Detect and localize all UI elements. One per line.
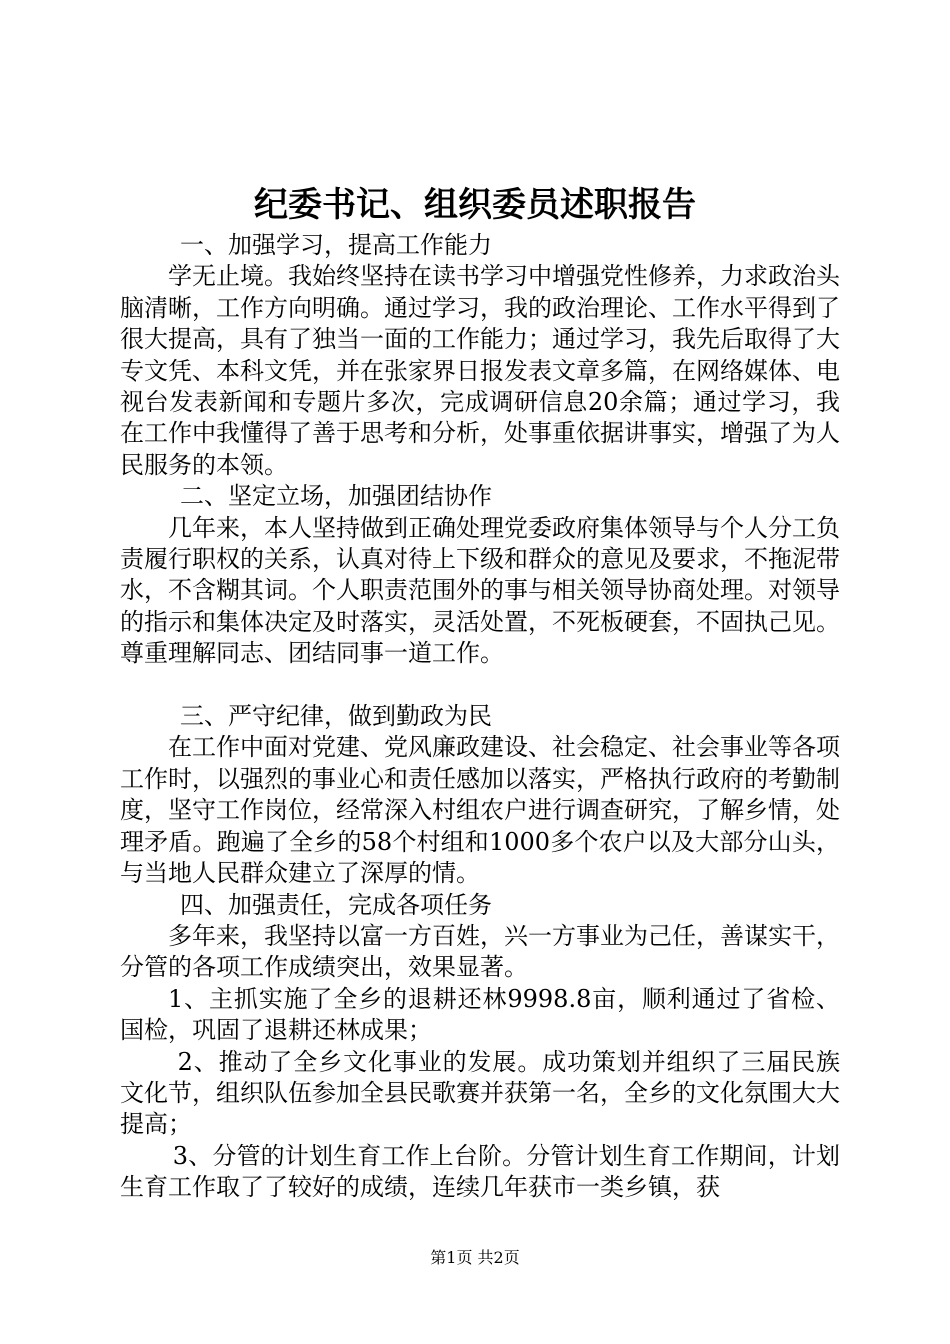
blank-line [120, 670, 840, 701]
list-item-2: 2、推动了全乡文化事业的发展。成功策划并组织了三届民族文化节，组织队伍参加全县民歌赛并获第一名，全乡的文化氛围大大提高； [120, 1047, 840, 1139]
list-item-1: 1、主抓实施了全乡的退耕还林9998.8亩，顺利通过了省检、国检，巩固了退耕还林成果； [120, 984, 840, 1045]
paragraph: 几年来，本人坚持做到正确处理党委政府集体领导与个人分工负责履行职权的关系，认真对待上下级和群众的意见及要求，不拖泥带水，不含糊其词。个人职责范围外的事与相关领导协商处理。对领导的指示和集体决定及时落实，灵活处置，不死板硬套，不固执己见。尊重理解同志、团结同事一道工作。 [120, 513, 840, 668]
document-body [120, 230, 840, 1204]
section-heading-3: 三、严守纪律，做到勤政为民 [180, 702, 492, 731]
page-number-footer: 第1页 共2页 [430, 1248, 520, 1267]
paragraph: 在工作中面对党建、党风廉政建设、社会稳定、社会事业等各项工作时，以强烈的事业心和责任感加以落实，严格执行政府的考勤制度，坚守工作岗位，经常深入村组农户进行调查研究，了解乡情，处理矛盾。跑遍了全乡的58个村组和1000多个农户以及大部分山头，与当地人民群众建立了深厚的情。 [120, 733, 840, 888]
section-heading-2: 二、坚定立场，加强团结协作 [180, 482, 492, 511]
list-item-3: 3、分管的计划生育工作上台阶。分管计划生育工作期间，计划生育工作取了了较好的成绩，连续几年获市一类乡镇，获 [120, 1141, 840, 1202]
paragraph: 多年来，我坚持以富一方百姓，兴一方事业为己任，善谋实干，分管的各项工作成绩突出，效果显著。 [120, 921, 840, 982]
section-heading-4: 四、加强责任，完成各项任务 [180, 890, 492, 919]
paragraph: 学无止境。我始终坚持在读书学习中增强党性修养，力求政治头脑清晰，工作方向明确。通过学习，我的政治理论、工作水平得到了很大提高，具有了独当一面的工作能力；通过学习，我先后取得了大专文凭、本科文凭，并在张家界日报发表文章多篇，在网络媒体、电视台发表新闻和专题片多次，完成调研信息20余篇；通过学习，我在工作中我懂得了善于思考和分析，处事重依据讲事实，增强了为人民服务的本领。 [120, 262, 840, 479]
document-title: 纪委书记、组织委员述职报告 [254, 185, 696, 225]
section-heading-1: 一、加强学习，提高工作能力 [180, 231, 492, 259]
